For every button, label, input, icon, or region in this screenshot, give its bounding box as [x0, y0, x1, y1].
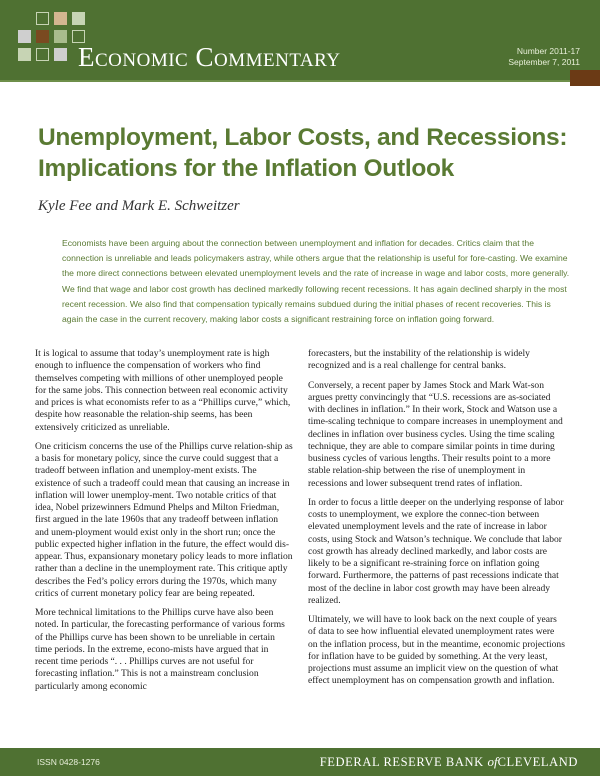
body-paragraph: More technical limitations to the Phillips curve have also been noted. In particular, the forecasting performance of various forms of the Phillips curve has been shown to be unreliable in certain time periods. In the extreme, econo-mists have argued that in recent time periods “. . . Phillips curves are not useful for forecasting inflation.” This is not a mainstream conclusion particularly among economic — [35, 607, 285, 692]
article-title-line1: Unemployment, Labor Costs, and Recessions: — [38, 124, 568, 151]
body-paragraph: In order to focus a little deeper on the underlying response of labor costs to unemployment, we explore the connec-tion between elevated unemployment levels and the rate of increase in labor costs, using Stock and Watson’s technique. We conclude that labor cost growth has already declined markedly, and labor costs are likely to be a significant re-straining force on inflation going forward. Furthermore, the patterns of past recessions indicate that most of the decline in labor cost growth may have been already realized. — [308, 496, 564, 606]
article-authors: Kyle Fee and Mark E. Schweitzer — [38, 198, 240, 214]
article-abstract: Economists have been arguing about the connection between unemployment and inflation for decades. Critics claim that the connection is unreliable and leads policymakers astray, while others argue that the relationship is useful for fore-casting. We examine the more direct connections between elevated unemployment levels and the rate of increase in wage and labor costs, more generally. We find that wage and labor cost growth has declined markedly following recent recessions. It has again declined sharply in the most recent recession. We also find that compensation typically remains subdued during the initial phases of recent recoveries. This is again the case in the current recovery, making labor costs a significant restraining force on inflation going forward. — [62, 238, 570, 325]
logo-square — [36, 30, 49, 43]
body-column-left — [35, 348, 293, 700]
body-paragraph: It is logical to assume that today’s unemployment rate is high enough to influence the compensation of workers who find themselves competing with millions of other unemployed people for the same jobs. This connection between real economic activity and prices is what economists refer to as a “Phillips curve,” which, despite how reasonable the relation-ship seems, has been extensively criticized as unreliable. — [35, 348, 291, 433]
bank-name-city: CLEVELAND — [497, 755, 578, 769]
accent-tab — [570, 70, 600, 86]
body-paragraph: Ultimately, we will have to look back on the next couple of years of data to see how influential elevated unemployment rates were on the inflation process, but in the meantime, economic projections for inflation have to be guided by something. At the very least, projections must assume an implicit view on the question of what effect unemployment has on compensation growth and inflation. — [308, 614, 565, 687]
issue-info — [508, 46, 580, 68]
logo-square — [72, 12, 85, 25]
logo-square — [54, 48, 67, 61]
bank-name-prefix: FEDERAL RESERVE BANK — [319, 755, 484, 769]
issn-number: ISSN 0428-1276 — [37, 757, 100, 767]
logo-square — [36, 48, 49, 61]
body-paragraph: One criticism concerns the use of the Phillips curve relation-ship as a basis for monetary policy, since the curve could suggest that a tradeoff between inflation and unemploy-ment exists. The existence of such a tradeoff could mean that causing an increase in inflation will lower unemploy-ment. Two notable critics of that idea, Nobel prizewinners Edmund Phelps and Milton Friedman, first argued in the late 1960s that any tradeoff between inflation and unem-ployment would exist only in the short run; once the public expected higher inflation in the future, the effect would dis-appear. Thus, expansionary monetary policy leads to more inflation rather than a decline in the unemployment rate. This critique aptly describes the Fed’s policy errors during the 1970s, which many critics of current monetary policy fear are being repeated. — [35, 440, 293, 599]
logo-square — [54, 30, 67, 43]
body-paragraph: Conversely, a recent paper by James Stock and Mark Wat-son argues pretty convincingly that “U.S. recessions are as-sociated with declines in inflation.” In their work, Stock and Watson use a time-scaling technique to compare increases in unemployment and declines in inflation over business cycles. Using the time scaling technique, they are able to compare similar points in time during business cycles of various lengths. Their results point to a more stable relation-ship between the rise of unemployment in recessions and lower subsequent trend rates of inflation. — [308, 379, 563, 489]
logo-square — [18, 30, 31, 43]
article-title — [38, 122, 578, 184]
issue-date: September 7, 2011 — [508, 57, 580, 67]
body-paragraph: forecasters, but the instability of the relationship is widely recognized and is a real challenge for central banks. — [308, 348, 530, 372]
bank-name — [320, 754, 578, 770]
logo-square — [36, 12, 49, 25]
masthead-rule — [0, 80, 600, 82]
logo-square — [18, 48, 31, 61]
bank-name-of: of — [487, 754, 498, 769]
logo-square — [54, 12, 67, 25]
article-title-line2: Implications for the Inflation Outlook — [38, 155, 454, 182]
issue-number: Number 2011-17 — [516, 46, 580, 56]
body-column-right — [308, 348, 566, 695]
publication-title: Economic Commentary — [78, 42, 341, 72]
